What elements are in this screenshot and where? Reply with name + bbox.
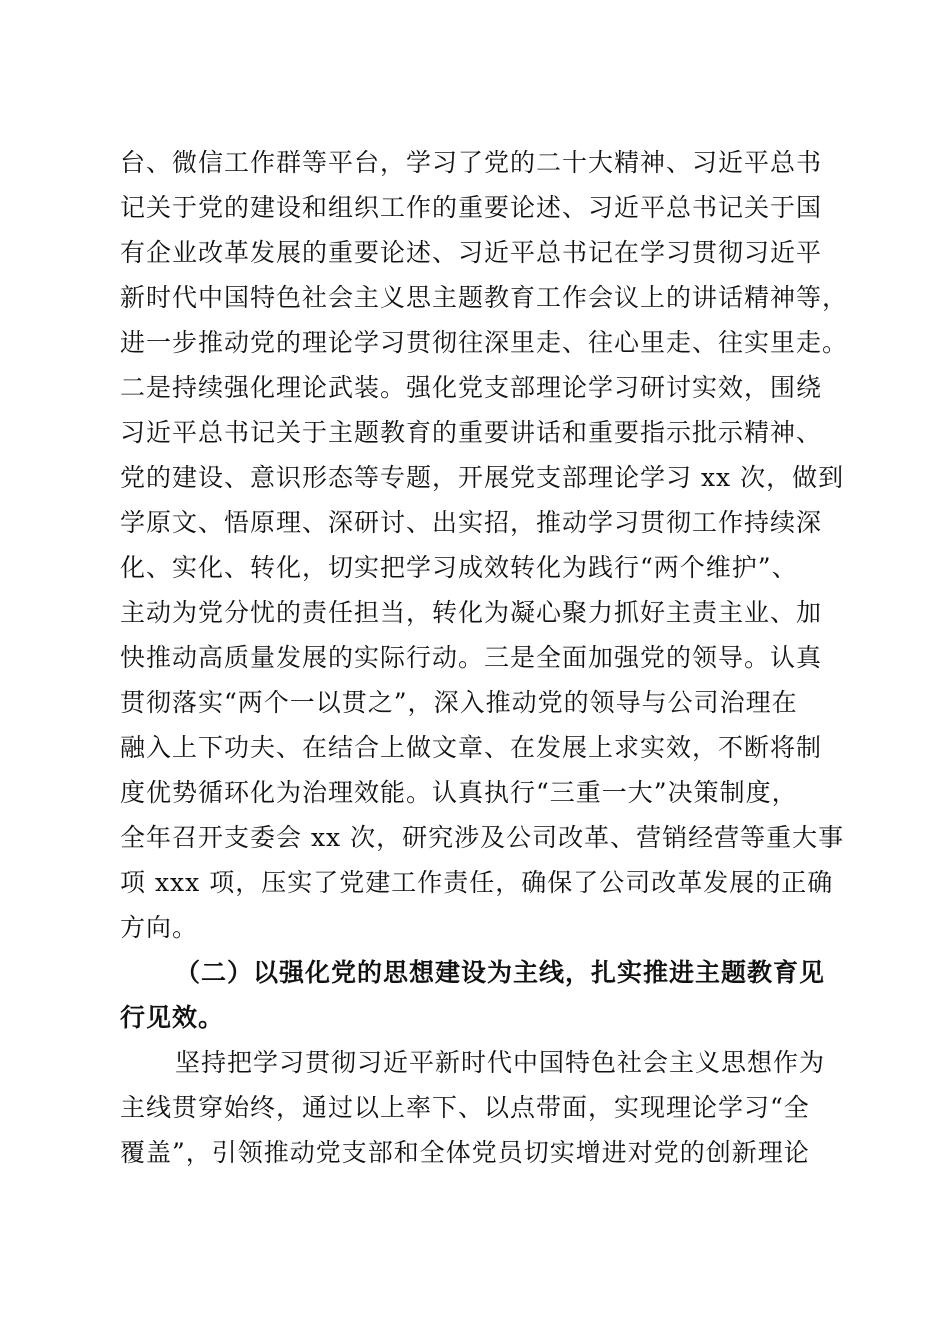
text-line: 方向。 <box>120 913 199 942</box>
text-line: 融入上下功夫、在结合上做文章、在发展上求实效，不断将制 <box>120 733 823 762</box>
document-body <box>120 140 849 1175</box>
text-line: 全年召开支委会 xx 次，研究涉及公司改革、营销经营等重大事 <box>120 823 845 852</box>
heading-line: 行见效。 <box>120 1003 225 1032</box>
text-line: 快推动高质量发展的实际行动。三是全面加强党的领导。认真 <box>120 643 823 672</box>
text-line: 记关于党的建设和组织工作的重要论述、习近平总书记关于国 <box>120 193 823 222</box>
text-line: 化、实化、转化，切实把学习成效转化为践行“两个维护”、 <box>120 553 798 582</box>
text-line: 主线贯穿始终，通过以上率下、以点带面，实现理论学习“全 <box>120 1093 810 1122</box>
text-line: 有企业改革发展的重要论述、习近平总书记在学习贯彻习近平 <box>120 238 823 267</box>
text-line: 坚持把学习贯彻习近平新时代中国特色社会主义思想作为 <box>175 1048 826 1077</box>
text-line: 新时代中国特色社会主义思主题教育工作会议上的讲话精神等， <box>120 283 849 312</box>
paragraph-1 <box>120 140 849 950</box>
text-line: 度优势循环化为治理效能。认真执行“三重一大”决策制度， <box>120 778 798 807</box>
text-line: 二是持续强化理论武装。强化党支部理论学习研讨实效，围绕 <box>120 373 823 402</box>
text-line: 项 xxx 项，压实了党建工作责任，确保了公司改革发展的正确 <box>120 868 834 897</box>
section-heading <box>120 950 840 1040</box>
text-line: 台、微信工作群等平台，学习了党的二十大精神、习近平总书 <box>120 148 823 177</box>
paragraph-2 <box>120 1040 840 1175</box>
text-line: 习近平总书记关于主题教育的重要讲话和重要指示批示精神、 <box>120 418 823 447</box>
text-line: 贯彻落实“两个一以贯之”，深入推动党的领导与公司治理在 <box>120 688 798 717</box>
text-line: 覆盖”，引领推动党支部和全体党员切实增进对党的创新理论 <box>120 1138 810 1167</box>
heading-line: （二）以强化党的思想建设为主线，扎实推进主题教育见 <box>175 958 826 987</box>
text-line: 主动为党分忧的责任担当，转化为凝心聚力抓好主责主业、加 <box>120 598 823 627</box>
text-line: 党的建设、意识形态等专题，开展党支部理论学习 xx 次，做到 <box>120 463 845 492</box>
text-line: 学原文、悟原理、深研讨、出实招，推动学习贯彻工作持续深 <box>120 508 823 537</box>
text-line: 进一步推动党的理论学习贯彻往深里走、往心里走、往实里走。 <box>120 328 849 357</box>
